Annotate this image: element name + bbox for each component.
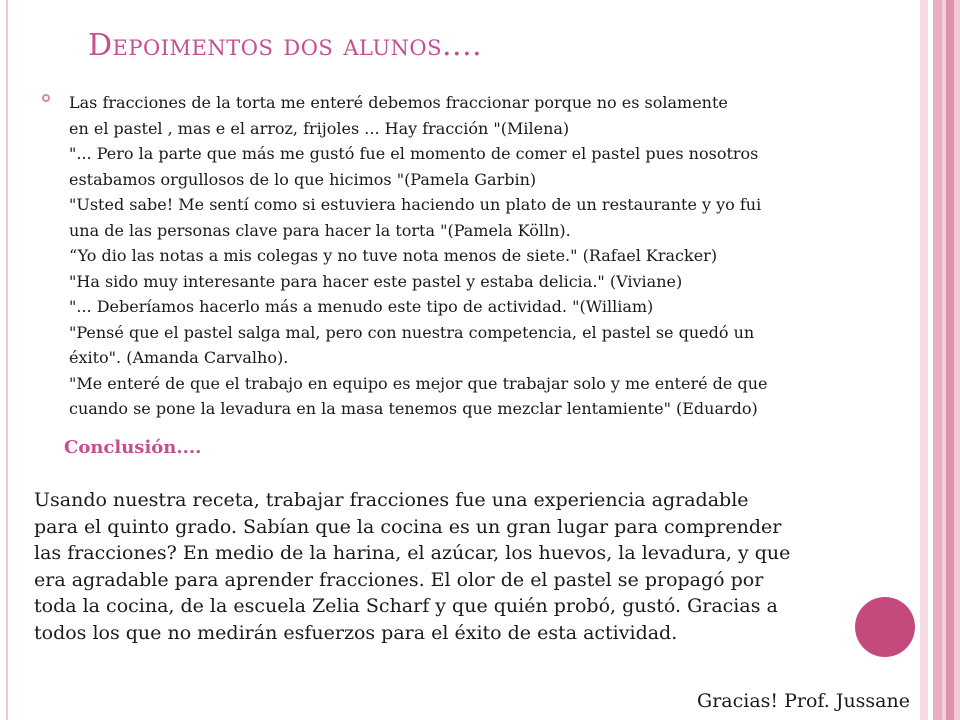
testimonial-line: "... Pero la parte que más me gustó fue el momento de comer el pastel pues nosotros bbox=[69, 144, 759, 163]
rail-stripe bbox=[933, 0, 942, 720]
testimonial-line: "Usted sabe! Me sentí como si estuviera haciendo un plato de un restaurante y yo fui bbox=[69, 195, 762, 214]
rail-stripe bbox=[954, 0, 960, 720]
signature: Gracias! Prof. Jussane bbox=[697, 690, 910, 712]
conclusion-line: para el quinto grado. Sabían que la cocina es un gran lugar para comprender bbox=[34, 515, 782, 538]
testimonial-line: una de las personas clave para hacer la torta "(Pamela Kölln). bbox=[69, 220, 571, 240]
testimonial-line: cuando se pone la levadura en la masa tenemos que mezclar lentamiente" (Eduardo) bbox=[69, 399, 758, 418]
testimonial-line: "... Deberíamos hacerlo más a menudo este tipo de actividad. "(William) bbox=[69, 297, 654, 316]
rail-stripe bbox=[920, 0, 928, 720]
bullet-ring-icon bbox=[42, 94, 50, 102]
conclusion-heading: Conclusión.... bbox=[64, 437, 202, 458]
testimonial-line: "Pensé que el pastel salga mal, pero con nuestra competencia, el pastel se quedó un bbox=[69, 322, 755, 342]
testimonial-line: "Me enteré de que el trabajo en equipo es mejor que trabajar solo y me enteré de que bbox=[69, 373, 768, 393]
right-decorative-rail bbox=[920, 0, 960, 720]
conclusion-line: toda la cocina, de la escuela Zelia Scharf y que quién probó, gustó. Gracias a bbox=[34, 595, 778, 617]
testimonial-line: estabamos orgullosos de lo que hicimos "(Pamela Garbin) bbox=[69, 169, 537, 189]
slide-title: Depoimentos dos alunos.... bbox=[88, 28, 483, 63]
testimonial-line: éxito". (Amanda Carvalho). bbox=[69, 348, 289, 367]
conclusion-paragraph bbox=[34, 487, 894, 646]
left-border-line bbox=[6, 0, 8, 720]
conclusion-line: las fracciones? En medio de la harina, el azúcar, los huevos, la levadura, y que bbox=[34, 542, 791, 564]
conclusion-line: Usando nuestra receta, trabajar fracciones fue una experiencia agradable bbox=[34, 489, 749, 511]
testimonial-line: "Ha sido muy interesante para hacer este pastel y estaba delicia." (Viviane) bbox=[69, 271, 683, 291]
testimonial-line: en el pastel , mas e el arroz, frijoles ... Hay fracción "(Milena) bbox=[69, 118, 570, 138]
decorative-circle bbox=[855, 597, 915, 657]
conclusion-line: era agradable para aprender fracciones. El olor de el pastel se propagó por bbox=[34, 568, 764, 591]
rail-stripe bbox=[946, 0, 954, 720]
testimonial-line: “Yo dio las notas a mis colegas y no tuve nota menos de siete." (Rafael Kracker) bbox=[69, 246, 718, 265]
testimonial-line: Las fracciones de la torta me enteré debemos fraccionar porque no es solamente bbox=[69, 93, 728, 112]
conclusion-line: todos los que no medirán esfuerzos para el éxito de esta actividad. bbox=[34, 621, 678, 644]
testimonials-bullet bbox=[42, 90, 910, 422]
testimonial-lines bbox=[69, 90, 910, 422]
